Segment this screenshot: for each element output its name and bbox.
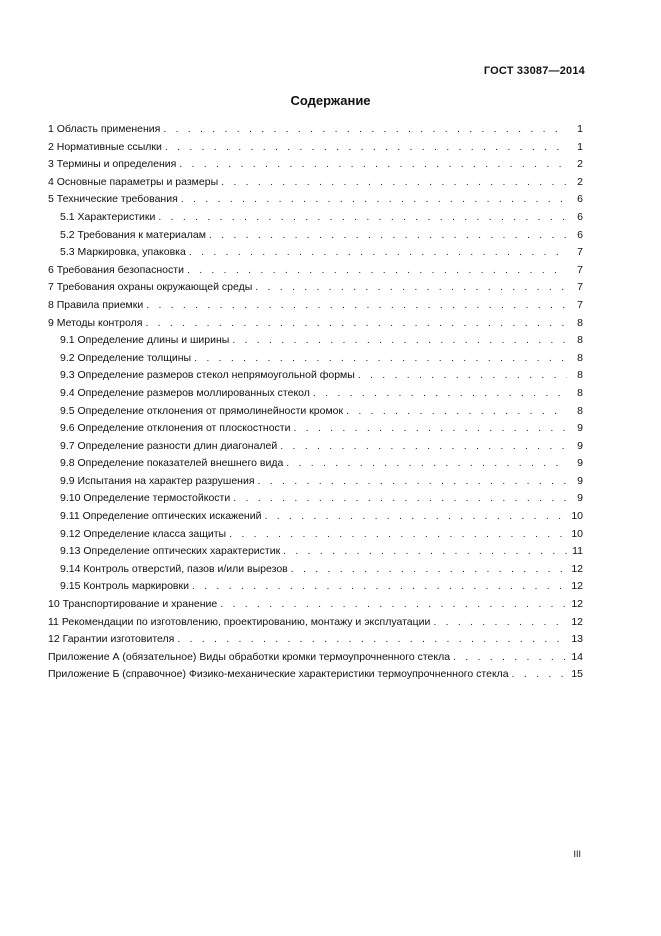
toc-dot-leader: [255, 279, 567, 297]
toc-entry-label: 9.2 Определение толщины: [60, 351, 192, 364]
page-number: III: [573, 849, 581, 859]
toc-dot-leader: [187, 262, 567, 280]
toc-dot-leader: [280, 438, 567, 456]
toc-entry[interactable]: [48, 350, 583, 368]
toc-entry[interactable]: [48, 614, 583, 632]
toc-entry-label: 9.13 Определение оптических характеристик: [60, 545, 281, 558]
toc-entry-label: 9.10 Определение термостойкости: [60, 492, 231, 505]
toc-entry-page: 7: [577, 298, 583, 311]
toc-entry-page: 6: [577, 228, 583, 241]
toc-entry[interactable]: [48, 385, 583, 403]
toc-entry-label: 9.14 Контроль отверстий, пазов и/или вырезов: [60, 562, 288, 575]
toc-dot-leader: [233, 490, 567, 508]
toc-entry-label: 9.9 Испытания на характер разрушения: [60, 474, 255, 487]
toc-entry-label: 12 Гарантии изготовителя: [48, 633, 175, 646]
toc-entry[interactable]: [48, 473, 583, 491]
toc-entry-label: 9.4 Определение размеров моллированных стекол: [60, 386, 310, 399]
toc-dot-leader: [232, 332, 567, 350]
toc-entry[interactable]: [48, 666, 583, 684]
toc-entry[interactable]: [48, 420, 583, 438]
toc-dot-leader: [163, 121, 567, 139]
toc-entry-label: 9.3 Определение размеров стекол непрямоугольной формы: [60, 369, 355, 382]
toc-entry-page: 9: [577, 474, 583, 487]
toc-entry[interactable]: [48, 209, 583, 227]
toc-entry-label: 9.6 Определение отклонения от плоскостности: [60, 422, 291, 435]
toc-entry-label: 9.7 Определение разности длин диагоналей: [60, 439, 278, 452]
toc-dot-leader: [346, 403, 567, 421]
toc-entry-label: 9.5 Определение отклонения от прямолинейности кромок: [60, 404, 344, 417]
toc-dot-leader: [165, 139, 567, 157]
toc-entry-page: 9: [577, 457, 583, 470]
toc-dot-leader: [209, 227, 567, 245]
document-code: ГОСТ 33087—2014: [483, 65, 585, 77]
toc-dot-leader: [293, 420, 567, 438]
toc-entry-page: 10: [571, 510, 583, 523]
toc-entry[interactable]: [48, 561, 583, 579]
toc-entry-label: 5.2 Требования к материалам: [60, 228, 206, 241]
toc-entry-page: 8: [577, 369, 583, 382]
toc-dot-leader: [433, 614, 567, 632]
toc-entry[interactable]: [48, 367, 583, 385]
toc-entry-page: 6: [577, 210, 583, 223]
toc-entry-label: 1 Область применения: [48, 123, 161, 135]
toc-entry[interactable]: [48, 596, 583, 614]
toc-entry[interactable]: [48, 438, 583, 456]
toc-dot-leader: [283, 543, 567, 561]
toc-entry[interactable]: [48, 543, 583, 561]
toc-entry-page: 2: [577, 175, 583, 188]
toc-entry-label: 4 Основные параметры и размеры: [48, 175, 219, 188]
toc-dot-leader: [145, 315, 567, 333]
toc-entry[interactable]: [48, 244, 583, 262]
toc-entry-label: 9.12 Определение класса защиты: [60, 527, 227, 540]
toc-dot-leader: [221, 174, 567, 192]
toc-entry[interactable]: [48, 297, 583, 315]
toc-dot-leader: [158, 209, 567, 227]
toc-dot-leader: [313, 385, 567, 403]
toc-entry-label: 8 Правила приемки: [48, 298, 144, 311]
toc-dot-leader: [264, 508, 567, 526]
toc-entry[interactable]: [48, 227, 583, 245]
toc-entry-label: Приложение А (обязательное) Виды обработки кромки термоупрочненного стекла: [48, 650, 451, 663]
toc-dot-leader: [179, 156, 567, 174]
toc-entry-label: 7 Требования охраны окружающей среды: [48, 281, 253, 294]
toc-entry-page: 9: [577, 422, 583, 435]
toc-entry[interactable]: [48, 649, 583, 667]
toc-entry[interactable]: [48, 262, 583, 280]
toc-entry[interactable]: [48, 174, 583, 192]
toc-entry-page: 12: [571, 615, 583, 628]
toc-entry-page: 8: [577, 386, 583, 399]
toc-entry-label: 5 Технические требования: [48, 193, 178, 206]
toc-entry-page: 8: [577, 316, 583, 329]
toc-entry-label: 5.1 Характеристики: [60, 210, 156, 223]
toc-dot-leader: [177, 631, 567, 649]
toc-entry-page: 14: [571, 650, 583, 663]
toc-entry-page: 1: [577, 140, 583, 153]
toc-entry-page: 15: [571, 668, 583, 681]
toc-dot-leader: [453, 649, 567, 667]
toc-entry-page: 8: [577, 351, 583, 364]
toc-entry[interactable]: [48, 121, 583, 139]
toc-entry-page: 9: [577, 492, 583, 505]
toc-entry[interactable]: [48, 455, 583, 473]
toc-entry-label: Приложение Б (справочное) Физико-механические характеристики термоупрочненного стекла: [48, 668, 509, 681]
toc-entry-label: 9.11 Определение оптических искажений: [60, 510, 262, 523]
toc-entry-page: 8: [577, 334, 583, 347]
toc-entry[interactable]: [48, 191, 583, 209]
toc-entry-label: 9 Методы контроля: [48, 316, 143, 329]
toc-entry-label: 3 Термины и определения: [48, 158, 177, 171]
toc-entry-label: 5.3 Маркировка, упаковка: [60, 246, 186, 259]
toc-entry-page: 10: [571, 527, 583, 540]
toc-entry[interactable]: [48, 139, 583, 157]
toc-entry-page: 8: [577, 404, 583, 417]
toc-entry-page: 13: [571, 633, 583, 646]
toc-entry-label: 9.15 Контроль маркировки: [60, 580, 189, 593]
toc-entry-page: 11: [572, 545, 583, 558]
toc-entry-page: 12: [571, 580, 583, 593]
toc-dot-leader: [286, 455, 567, 473]
toc-dot-leader: [220, 596, 567, 614]
toc-dot-leader: [229, 526, 567, 544]
toc-dot-leader: [189, 244, 567, 262]
table-of-contents: [48, 121, 583, 684]
toc-entry-page: 7: [577, 281, 583, 294]
toc-entry-page: 6: [577, 193, 583, 206]
toc-dot-leader: [512, 666, 567, 684]
toc-entry[interactable]: [48, 508, 583, 526]
toc-entry[interactable]: [48, 279, 583, 297]
toc-dot-leader: [192, 578, 567, 596]
toc-dot-leader: [181, 191, 567, 209]
toc-entry-page: 7: [577, 263, 583, 276]
toc-title: Содержание: [290, 93, 371, 108]
toc-entry[interactable]: [48, 156, 583, 174]
toc-entry-page: 9: [577, 439, 583, 452]
toc-entry-label: 9.1 Определение длины и ширины: [60, 334, 230, 347]
toc-dot-leader: [146, 297, 567, 315]
toc-entry-page: 2: [577, 158, 583, 171]
toc-entry-label: 6 Требования безопасности: [48, 263, 184, 276]
toc-entry-page: 12: [571, 562, 583, 575]
toc-entry[interactable]: [48, 490, 583, 508]
toc-entry-label: 11 Рекомендации по изготовлению, проектированию, монтажу и эксплуатации: [48, 615, 431, 628]
toc-entry[interactable]: [48, 315, 583, 333]
toc-entry-label: 10 Транспортирование и хранение: [48, 598, 218, 611]
toc-entry[interactable]: [48, 526, 583, 544]
toc-entry[interactable]: [48, 332, 583, 350]
toc-dot-leader: [194, 350, 567, 368]
toc-entry-label: 2 Нормативные ссылки: [48, 140, 162, 153]
toc-dot-leader: [258, 473, 567, 491]
toc-entry[interactable]: [48, 631, 583, 649]
toc-entry[interactable]: [48, 578, 583, 596]
toc-dot-leader: [358, 367, 567, 385]
toc-entry-page: 12: [571, 598, 583, 611]
toc-entry-page: 1: [577, 123, 583, 135]
toc-dot-leader: [291, 561, 567, 579]
toc-entry-page: 7: [577, 246, 583, 259]
toc-entry-label: 9.8 Определение показателей внешнего вида: [60, 457, 284, 470]
toc-entry[interactable]: [48, 403, 583, 421]
